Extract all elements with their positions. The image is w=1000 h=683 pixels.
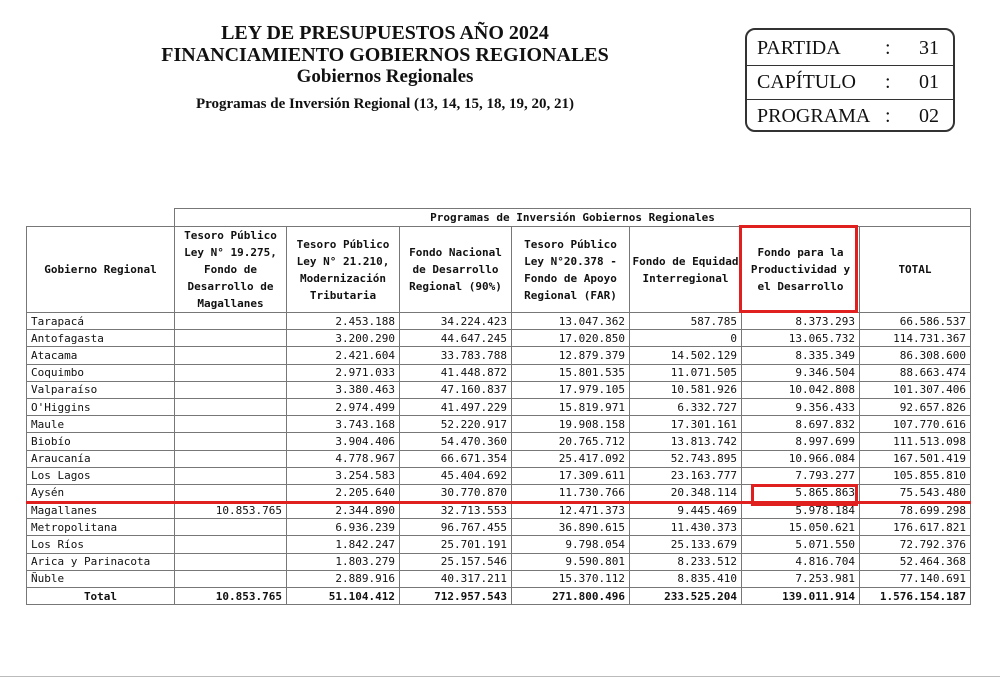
cell-c3: 47.160.837 <box>400 381 512 398</box>
cell-c4: 15.370.112 <box>512 570 630 587</box>
partida-label: PARTIDA <box>757 37 841 59</box>
partida-sep: : <box>885 37 891 59</box>
cell-c2: 2.344.890 <box>287 502 400 519</box>
cell-c6: 10.042.808 <box>742 381 860 398</box>
cell-c6: 8.373.293 <box>742 313 860 330</box>
cell-c2: 6.936.239 <box>287 519 400 536</box>
cell-c3: 25.157.546 <box>400 553 512 570</box>
capitulo-sep: : <box>885 71 891 93</box>
col-header-far: Tesoro Público Ley N°20.378 - Fondo de Apoyo Regional (FAR) <box>512 227 630 313</box>
cell-c7: 86.308.600 <box>860 347 971 364</box>
table-row <box>27 347 971 364</box>
cell-c2: 2.974.499 <box>287 398 400 415</box>
cell-c7: 72.792.376 <box>860 536 971 553</box>
cell-c2: 4.778.967 <box>287 450 400 467</box>
table-row <box>27 553 971 570</box>
cell-c5: 11.430.373 <box>630 519 742 536</box>
cell-c6: 9.346.504 <box>742 364 860 381</box>
cell-c6: 10.966.084 <box>742 450 860 467</box>
cell-c5: 52.743.895 <box>630 450 742 467</box>
table-row <box>27 433 971 450</box>
cell-c3: 32.713.553 <box>400 502 512 519</box>
cell-c5: 20.348.114 <box>630 484 742 501</box>
cell-c5: 0 <box>630 330 742 347</box>
document-title-block <box>120 22 650 114</box>
programa-label: PROGRAMA <box>757 105 871 127</box>
cell-c2: 3.904.406 <box>287 433 400 450</box>
col-header-fondo-magallanes: Tesoro Público Ley N° 19.275, Fondo de Desarrollo de Magallanes <box>175 227 287 313</box>
cell-c5: 13.813.742 <box>630 433 742 450</box>
cell-c2: 2.889.916 <box>287 570 400 587</box>
cell-c2: 3.380.463 <box>287 381 400 398</box>
cell-c4: 20.765.712 <box>512 433 630 450</box>
cell-c7: 77.140.691 <box>860 570 971 587</box>
cell-c1 <box>175 313 287 330</box>
cell-c1 <box>175 536 287 553</box>
programa-row <box>747 100 953 133</box>
cell-c5: 10.581.926 <box>630 381 742 398</box>
cell-c1 <box>175 570 287 587</box>
region-name: Los Ríos <box>27 536 175 553</box>
cell-c7: 111.513.098 <box>860 433 971 450</box>
table-row <box>27 381 971 398</box>
cell-c2: 1.842.247 <box>287 536 400 553</box>
cell-c3: 34.224.423 <box>400 313 512 330</box>
cell-c7: 167.501.419 <box>860 450 971 467</box>
cell-c4: 11.730.766 <box>512 484 630 501</box>
region-name: O'Higgins <box>27 398 175 415</box>
cell-c3: 96.767.455 <box>400 519 512 536</box>
cell-c1 <box>175 381 287 398</box>
cell-c3: 52.220.917 <box>400 416 512 433</box>
region-name: Tarapacá <box>27 313 175 330</box>
region-name: Magallanes <box>27 502 175 519</box>
cell-c3: 33.783.788 <box>400 347 512 364</box>
cell-c4: 17.309.611 <box>512 467 630 484</box>
cell-c6: 8.335.349 <box>742 347 860 364</box>
cell-c5: 6.332.727 <box>630 398 742 415</box>
col-header-fndr: Fondo Nacional de Desarrollo Regional (90%) <box>400 227 512 313</box>
cell-c4: 15.801.535 <box>512 364 630 381</box>
cell-c3: 40.317.211 <box>400 570 512 587</box>
cell-c2: 1.803.279 <box>287 553 400 570</box>
cell-c7: 75.543.480 <box>860 484 971 501</box>
cell-c2: 2.971.033 <box>287 364 400 381</box>
cell-c3: 54.470.360 <box>400 433 512 450</box>
cell-c5: 8.233.512 <box>630 553 742 570</box>
table-row <box>27 364 971 381</box>
cell-c7: 88.663.474 <box>860 364 971 381</box>
region-name: Antofagasta <box>27 330 175 347</box>
col-header-equidad: Fondo de Equidad Interregional <box>630 227 742 313</box>
highlight-araucania-underline <box>26 501 971 504</box>
group-header: Programas de Inversión Gobiernos Regionales <box>175 209 971 227</box>
cell-c6: 8.997.699 <box>742 433 860 450</box>
highlight-column-header <box>739 225 858 313</box>
cell-c1 <box>175 553 287 570</box>
cell-c7: 114.731.367 <box>860 330 971 347</box>
partida-value: 31 <box>919 37 939 59</box>
cell-c2: 2.453.188 <box>287 313 400 330</box>
cell-c4: 12.471.373 <box>512 502 630 519</box>
title-line-1: LEY DE PRESUPUESTOS AÑO 2024 <box>221 22 549 44</box>
total-c6: 139.011.914 <box>742 588 860 605</box>
total-c4: 271.800.496 <box>512 588 630 605</box>
cell-c1 <box>175 519 287 536</box>
cell-c6: 7.253.981 <box>742 570 860 587</box>
cell-c3: 25.701.191 <box>400 536 512 553</box>
cell-c6: 15.050.621 <box>742 519 860 536</box>
table-row <box>27 416 971 433</box>
cell-c1 <box>175 347 287 364</box>
region-name: Los Lagos <box>27 467 175 484</box>
cell-c2: 2.421.604 <box>287 347 400 364</box>
region-name: Metropolitana <box>27 519 175 536</box>
region-name: Araucanía <box>27 450 175 467</box>
capitulo-label: CAPÍTULO <box>757 71 856 93</box>
region-name: Biobío <box>27 433 175 450</box>
region-name: Ñuble <box>27 570 175 587</box>
cell-c5: 25.133.679 <box>630 536 742 553</box>
cell-c6: 5.865.863 <box>742 484 860 501</box>
col-header-region: Gobierno Regional <box>27 227 175 313</box>
cell-c7: 101.307.406 <box>860 381 971 398</box>
cell-c3: 41.497.229 <box>400 398 512 415</box>
cell-c7: 105.855.810 <box>860 467 971 484</box>
cell-c4: 19.908.158 <box>512 416 630 433</box>
cell-c5: 587.785 <box>630 313 742 330</box>
cell-c1 <box>175 364 287 381</box>
cell-c7: 176.617.821 <box>860 519 971 536</box>
table-row <box>27 450 971 467</box>
cell-c1 <box>175 433 287 450</box>
cell-c1 <box>175 330 287 347</box>
capitulo-value: 01 <box>919 71 939 93</box>
cell-c3: 30.770.870 <box>400 484 512 501</box>
cell-c6: 9.356.433 <box>742 398 860 415</box>
cell-c6: 8.697.832 <box>742 416 860 433</box>
cell-c5: 23.163.777 <box>630 467 742 484</box>
region-name: Atacama <box>27 347 175 364</box>
table-row <box>27 330 971 347</box>
col-header-modernizacion-tributaria: Tesoro Público Ley N° 21.210, Modernización Tributaria <box>287 227 400 313</box>
partida-row <box>747 32 953 65</box>
cell-c1 <box>175 467 287 484</box>
cell-c1 <box>175 398 287 415</box>
cell-c5: 8.835.410 <box>630 570 742 587</box>
table-row <box>27 536 971 553</box>
classification-box <box>745 28 955 132</box>
programa-sep: : <box>885 105 891 127</box>
total-label: Total <box>27 588 175 605</box>
cell-c4: 17.979.105 <box>512 381 630 398</box>
page-bottom-rule <box>0 676 1000 677</box>
cell-c1 <box>175 416 287 433</box>
total-c7: 1.576.154.187 <box>860 588 971 605</box>
table-corner <box>27 209 175 227</box>
total-c1: 10.853.765 <box>175 588 287 605</box>
cell-c2: 2.205.640 <box>287 484 400 501</box>
cell-c4: 25.417.092 <box>512 450 630 467</box>
document-subtitle: Programas de Inversión Regional (13, 14, 15, 18, 19, 20, 21) <box>195 96 575 112</box>
total-c3: 712.957.543 <box>400 588 512 605</box>
table-row <box>27 570 971 587</box>
cell-c1 <box>175 450 287 467</box>
cell-c2: 3.743.168 <box>287 416 400 433</box>
table-row <box>27 519 971 536</box>
cell-c4: 12.879.379 <box>512 347 630 364</box>
group-header-row <box>27 209 971 227</box>
cell-c7: 78.699.298 <box>860 502 971 519</box>
total-c5: 233.525.204 <box>630 588 742 605</box>
table-row <box>27 313 971 330</box>
cell-c1: 10.853.765 <box>175 502 287 519</box>
title-line-2: FINANCIAMIENTO GOBIERNOS REGIONALES <box>161 44 609 66</box>
col-header-productividad: Fondo para la Productividad y el Desarrollo <box>742 227 860 313</box>
cell-c6: 5.978.184 <box>742 502 860 519</box>
cell-c4: 36.890.615 <box>512 519 630 536</box>
total-row <box>27 588 971 605</box>
cell-c7: 92.657.826 <box>860 398 971 415</box>
cell-c2: 3.254.583 <box>287 467 400 484</box>
cell-c7: 66.586.537 <box>860 313 971 330</box>
cell-c6: 5.071.550 <box>742 536 860 553</box>
col-header-total: TOTAL <box>860 227 971 313</box>
cell-c5: 14.502.129 <box>630 347 742 364</box>
table-row <box>27 398 971 415</box>
cell-c5: 9.445.469 <box>630 502 742 519</box>
cell-c7: 107.770.616 <box>860 416 971 433</box>
cell-c7: 52.464.368 <box>860 553 971 570</box>
programa-value: 02 <box>919 105 939 127</box>
cell-c6: 7.793.277 <box>742 467 860 484</box>
cell-c5: 17.301.161 <box>630 416 742 433</box>
region-name: Maule <box>27 416 175 433</box>
region-name: Valparaíso <box>27 381 175 398</box>
cell-c3: 45.404.692 <box>400 467 512 484</box>
cell-c2: 3.200.290 <box>287 330 400 347</box>
capitulo-row <box>747 66 953 99</box>
cell-c5: 11.071.505 <box>630 364 742 381</box>
total-c2: 51.104.412 <box>287 588 400 605</box>
cell-c6: 13.065.732 <box>742 330 860 347</box>
title-line-3: Gobiernos Regionales <box>296 66 474 87</box>
region-name: Coquimbo <box>27 364 175 381</box>
region-name: Aysén <box>27 484 175 501</box>
region-name: Arica y Parinacota <box>27 553 175 570</box>
cell-c1 <box>175 484 287 501</box>
cell-c4: 13.047.362 <box>512 313 630 330</box>
cell-c3: 66.671.354 <box>400 450 512 467</box>
cell-c3: 41.448.872 <box>400 364 512 381</box>
cell-c6: 4.816.704 <box>742 553 860 570</box>
table-row <box>27 467 971 484</box>
cell-c4: 15.819.971 <box>512 398 630 415</box>
cell-c4: 9.590.801 <box>512 553 630 570</box>
cell-c4: 9.798.054 <box>512 536 630 553</box>
cell-c4: 17.020.850 <box>512 330 630 347</box>
cell-c3: 44.647.245 <box>400 330 512 347</box>
